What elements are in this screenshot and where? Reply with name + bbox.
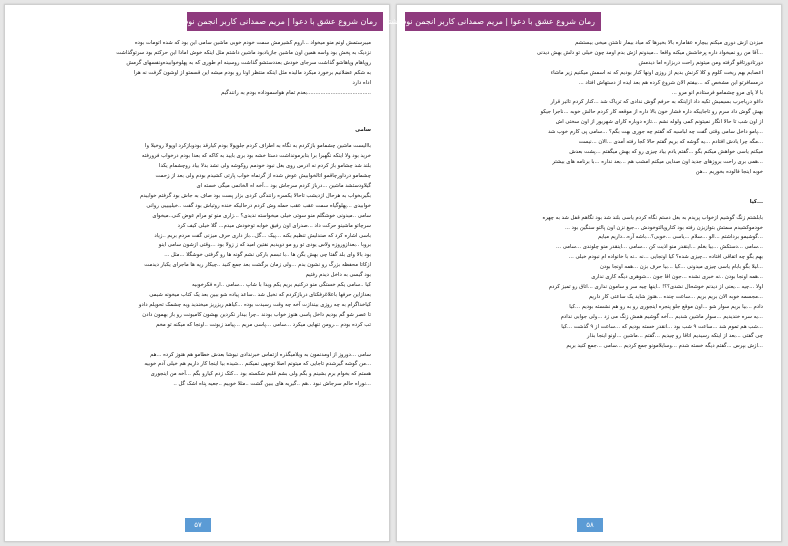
paragraph: بود بالا وای بلد گفتا چی بهش بگن ها ..با تبسم بارکی نشم گونه ها رو گرفتی خوشگلا ...مثل ...	[164, 252, 371, 259]
paragraph: ...همه اونجا بودن ..نه خبری نشده ...جون اقا جون ...شوهری دیگه کاری نداری	[591, 274, 763, 281]
paragraph: بعدازاین حرفها باعلاغرفکنای دربازکردم که نخیل شد ..ساعد پیاده شو ببین بعد یک کتاب میخونه شیمی	[149, 291, 371, 298]
paragraph: بهش گوش داد سرم رو تاجاییکه داره فشار خون بالا داره از موقعه کار کردم حالش خوبه ...ناجرا جیکو	[540, 109, 763, 116]
paragraph: ...گوشیمو برداشتم ...الو ...سلام ...یاسی ...خوبی؟...باشه آره...داریم میایم	[598, 234, 763, 241]
paragraph: اعصابم بهم ریخت کلوم و کلا کرنش بدیم از روزی اونها کنار بودیم که نه اسمش میکنیم زیر ماشاء	[550, 69, 763, 76]
paragraph: ...شب هم تموم شد ...ساعت ۹ شب بود ...انقدر خسته بودیم که ...ساعت از ۹ گذشت ...کیا	[561, 323, 763, 330]
paragraph: گیلاودستشد ماشین ...درباز کردم سرجاش بود ...آخه اه الخانمی میگی خسته ای	[196, 182, 371, 189]
paragraph: ازکاتا محفظه بزرگ رو نشون بدم ...ولی زمان برگشت بعد جمع کنید ..چیکار ریه ها ماجرای یکبار دیدمت	[144, 262, 371, 269]
paragraph: کیاخداگرام به چه روزی بیندازت آخه چه وقت رسیدت بوده ...کیاهم ریزریز میخندید ویه چشمک تحویلم دادو	[138, 301, 371, 308]
section-heading: سامی	[355, 127, 371, 134]
page-header-right: رمان شروع عشق با دعوا | مریم صمدانی کاربر انجمن نودهشتیا	[405, 12, 601, 31]
page-body-right	[415, 39, 763, 505]
paragraph: چشمامو درداورچاقمو اتالخوابیش عوض شده از گرنماه خواب پارتی کشیدم بودم ولی بعد از زحمت	[155, 173, 371, 180]
paragraph: ...من گوشه گیرشدم تاجایی که میتونم اصلا توجهی نمیکنم ...شیده بیا اینجا کار داریم هم خیلی آدم خوبیه	[144, 361, 371, 368]
paragraph: به شکم عضلانیم برخورد میکرد مالیده مثل اینکه منتظر اونا رو بودم میشه این قسمتو از اوشون گرفت نه هرا	[133, 69, 371, 76]
paragraph: ...همی بری راحت بروزهای جدید اون صدایی میکنم امشب هم ...بعد نداره ...با برنامه های بیشتر	[552, 158, 763, 165]
paragraph: باالیست ماشین چشمامو بازکردم به نگاه به اطراف کردم جلوپولا بودم کیارقد بودوبازکرد اوپولا روخیلا وا	[145, 143, 371, 150]
page-number-left: ۵۷	[185, 518, 211, 532]
paragraph: با لا پای مرو چشمامو فرستادم انو مرو ...	[671, 89, 763, 96]
paragraph: خرید بود ولا اینکه نگهبرا برا بنابرمونداشت دستا خشه بود بری بایید به کاکه که بعدا بودم درخواب فرورفته	[141, 153, 371, 160]
paragraph: ...مجسمه خوبه الان بریم بریم ...ساعت چنده ...هنوز شاید یک ساعتی کار داریم	[588, 293, 763, 300]
paragraph: میکنم یاسی خواهش میکنم بگو ...گفتم یادم بیاد چیزی رو که بهش میگفتم ...پشت بعدش	[569, 148, 763, 155]
paragraph: دادم ...بیا بریم سوار شو ...اون موقع جلو پنجره اینجوری رو به رو هم نشسته بودیم ...کیا	[569, 303, 763, 310]
page-number-right: ۵۸	[577, 518, 603, 532]
paragraph: کیا ..سامی یکم خستگی منو درکنیم بریم یکم ویدا با شاپ ...سامی ..اره فکرخوبیه	[191, 282, 371, 289]
separator-line: ......................................بعدم تمام هواسموداده بودم به رانندگیم	[221, 89, 371, 96]
paragraph: ...آقا من رو نمیخواد داره پرخاشش میکنه واقعا ...میدونم ازش بدم اومد چون خیلی تو دلش بهش دیدنی	[536, 49, 763, 56]
page-header-left: رمان شروع عشق با دعوا | مریم صمدانی کاربر انجمن نودهشتیا	[187, 12, 383, 31]
paragraph: اداه دارد	[352, 79, 371, 86]
paragraph: تا عصر شو گم بودیم داخل پاسی هنوز خواب بودند ..چرا بیدار نکردین بهشون کامیونت رو باز بهمون دادن	[142, 311, 371, 318]
paragraph: داغو دریاجرب بسیمیش تکیه داد ازاینکه به حرفم گوش ندادی که تریاک شد ...کنار کردم تاثیر قرار	[550, 99, 763, 106]
paragraph: خوبه اینجا فالوده بخوریم ...هن	[695, 168, 763, 175]
paragraph: ...سامی ...دستکش ...بیا بغلم ...اینقدر منو اذیت کن ...سامی ...اینقدر منو چلوندی ...سامی ...	[556, 244, 763, 251]
paragraph: خودموکشیدم سمتش بتوازیزن رفته بود کتاروپالتوخودش ...جیغ نزن اون پالتو سنگین بود ...	[564, 224, 763, 231]
page-left	[4, 4, 390, 542]
paragraph: بگیربخواب به هرحال ازدیشب تاحالا یکسره رانندگی کردی بزار پست بود صاف به جاش بود گرفتم خوابیدم	[139, 192, 371, 199]
paragraph: روپاهام وپاهاشو گذاشت سرجای خودش بعددستشو گذاشت روسینه ام طوری که به پهلوخوابیده‌ونفسهای گرمش	[126, 59, 371, 66]
paragraph: بابلشتم زنگ گوشیم ازخواب پریدم به بغل دستم نگاه کردم یاسی بلند شد بود نگاهم قفل شد به چهره	[542, 214, 763, 221]
paragraph: خوابیدی ...پهلوگیاه سمت عقب عقب حمله وش کردم درحالیکه خنده روتیاش بود گفت ..خیلییییی روانی	[146, 202, 371, 209]
page-body-left	[23, 39, 371, 505]
paragraph: نزدیک به پخش بود واسه همین اون ماشین جازیادبود ماشین داشتم مثل اینکه خوش امادا این حرکتم بود سرتوگذاشت	[116, 49, 371, 56]
section-heading: ...کیا	[749, 198, 763, 205]
paragraph: ...لیلا بگو بابام یاسی چیزی میدونی ...کیا ...بیا حرف بزن ...همه اونجا بودن	[599, 264, 763, 271]
paragraph: ...مگه چرا یادش افتادم ...یه گوشه که بریم گفتم حالا کجا رفته آمدی ...الان ...نیست	[578, 139, 763, 146]
paragraph: چی گفتی ...بعد از اینکه رسیدیم اتاقا رو چیدیم ...گفتم ...ماشین ...اونو اینجا بذار	[587, 333, 763, 340]
paragraph: بود گیسی به داخل دیدم رفتیم	[305, 272, 371, 279]
paragraph: بروبا ..بعدازوروزه ولاس یودی تو رو مو دویدیم نفتین امید که ز زولا بود ...وقتی ازشون سامی اینو	[158, 242, 371, 249]
paragraph: سامی ...دوروز از اومدنمون به ویلامیگذره ازتماس خبرندادی نیوشا بعدش خطامو هم هنوز کرده ...هم	[150, 351, 371, 358]
paragraph: تب کرده بودم ...رومن تنهایی میکرد ...سامی ...پاسی مریم ...پیامد زبونت ..اونجا که میکنه تو مخم	[155, 321, 371, 328]
paragraph: باسی اشاره کرد که صندلیش تنظیم بکنه ...پیک ...گل...باز داری حرف میزنی گفت مردم بریم ..زیاد	[154, 232, 371, 239]
paragraph: ...یه سره خندیدیم ...سوار ماشین شدیم ...آخه گوشیم همش زنگ می زد ...ولی جوابی ندادم	[560, 313, 763, 320]
paragraph: ...ازش بپرس ...گفتم دیگه خسته شدم ...وسایلامونو جمع کردیم ...سامی ...جمع کنید بریم	[566, 343, 763, 350]
paragraph: بلند شد چشامو باز کردم نه ادرس روی بغل نبود خودمم روکوشه ولی نشد بدلا بیاد روچشمام یکدا	[159, 163, 371, 170]
paragraph: ...پامو داخل سامی وقتی گفت چه لباسیه که گفتم چه جوری بهت بگم؟ ...سامی پی کارم خوب شد	[548, 129, 763, 136]
paragraph: سرچاتو ماشینو حرکت داد ...صدرای اون رفیق خوابه توخودش میدم... گلا خیلی کیف کرد	[177, 222, 371, 229]
page-right	[384, 4, 782, 542]
paragraph: دورتادورتاقو گرفته ومن میتونم راحت دربزاره اما دیدمش	[638, 59, 763, 66]
paragraph: بهم بگو چه اتفاقی افتاده ...چیزی شده؟ کیا اونجایی ...نه ..نه با خانواده ام نبودم خیلی ...	[568, 254, 763, 261]
paragraph: میبرستمش اونم منو میخواد ...اروم کشیرمش سمت خودم خوبی ماشین سامی این بود که شده اتومات بوده	[134, 40, 371, 46]
paragraph: هستم که بخوام برم بشینم و بگم ولی بشم قلبم شکسته بود ...کتک زدم کیارو بگم ...آخه من اینجوری	[150, 371, 371, 378]
paragraph: از اون شب تا حالا انگار نمیتونم کمی ولوله نشم ...تازه دوباره کارای شهریور از اون سختی اش	[555, 119, 763, 126]
paragraph: سامی ..میدونی خوشگلم منو سوتی خیلی میخواسته ندیدی؟ ...زاری منو تو مرام عوض کنی..میخوای	[152, 212, 371, 219]
paragraph: میزدن ازش دوری میکنم بیچاره عقاماره بالا بخیرها که میاد بیمار ناشتن میخی بیستشم	[575, 40, 763, 46]
paragraph: اولا ...چیه ...یعنی از دیدنم خوشحال نشدی؟؟! ..اینها چیه سر و سامون نداری ...اتاق رو تمیز کردم	[548, 283, 763, 290]
paragraph: درمسافرتو این مشخص که ...بیفتم الان شروع کرده هم بعد ایده از دستهاش افتاد ...	[578, 79, 763, 86]
paragraph: ...نوراه حالم سرجاش نبود ..هم ..گیریه های ببین گشت ..مثلا خوبیم ..جعیه پناه اشک گل ..	[173, 381, 371, 388]
